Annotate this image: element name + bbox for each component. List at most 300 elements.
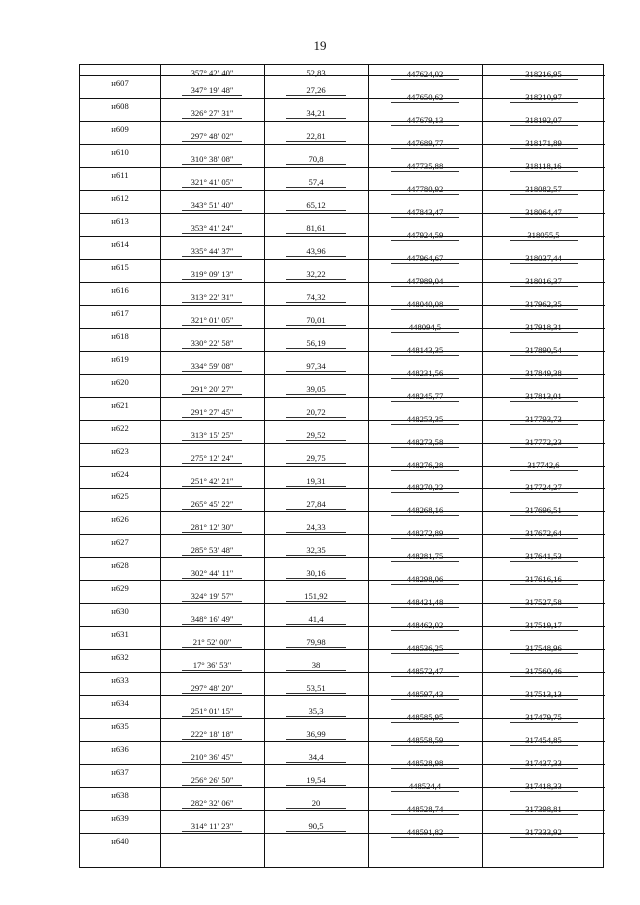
- measure-underline: [182, 279, 242, 280]
- coordinate-underline: [510, 630, 578, 631]
- coordinate-underline: [510, 309, 578, 310]
- point-name-cell: н629: [111, 583, 129, 593]
- coordinate-underline: [510, 745, 578, 746]
- measure-underline: [182, 325, 242, 326]
- coordinate-underline: [510, 240, 578, 241]
- point-name-cell: н608: [111, 101, 129, 111]
- x-coordinate-cell: 448524,4: [408, 781, 442, 791]
- point-name-cell: н628: [111, 560, 129, 570]
- coordinate-underline: [510, 194, 578, 195]
- length-cell: 32,35: [306, 545, 326, 555]
- y-coordinate-cell: 317437,33: [525, 758, 562, 768]
- coordinate-underline: [391, 240, 459, 241]
- y-coordinate-cell: 318064,47: [525, 207, 562, 217]
- angle-cell: 297° 48' 02": [190, 131, 234, 141]
- point-name-cell: н607: [111, 78, 129, 88]
- coordinate-underline: [391, 584, 459, 585]
- x-coordinate-cell: 448528,74: [406, 804, 444, 814]
- angle-cell: 285° 53' 48": [190, 545, 234, 555]
- y-coordinate-cell: 317793,73: [525, 414, 562, 424]
- point-name-cell: н619: [111, 354, 129, 364]
- coordinate-underline: [391, 332, 459, 333]
- point-name-cell: н633: [111, 675, 129, 685]
- x-coordinate-cell: 448597,43: [406, 689, 444, 699]
- angle-cell: 343° 51' 40": [190, 200, 234, 210]
- coordinate-underline: [510, 699, 578, 700]
- x-coordinate-cell: 447624,02: [406, 69, 444, 79]
- measure-underline: [286, 601, 346, 602]
- y-coordinate-cell: 317641,53: [525, 551, 562, 561]
- angle-cell: 353° 41' 24": [190, 223, 234, 233]
- measure-underline: [182, 348, 242, 349]
- measure-underline: [182, 394, 242, 395]
- measure-underline: [286, 785, 346, 786]
- coordinate-underline: [510, 607, 578, 608]
- angle-cell: 251° 42' 21": [190, 476, 234, 486]
- length-cell: 29,75: [306, 453, 326, 463]
- y-coordinate-cell: 317519,17: [525, 620, 562, 630]
- x-coordinate-cell: 447689,77: [406, 138, 444, 148]
- length-cell: 32,22: [306, 269, 326, 279]
- coordinate-underline: [391, 745, 459, 746]
- angle-cell: 347° 19' 48": [190, 85, 234, 95]
- y-coordinate-cell: 318216,95: [525, 69, 562, 79]
- measure-underline: [182, 371, 242, 372]
- point-name-cell: н610: [111, 147, 129, 157]
- measure-underline: [286, 532, 346, 533]
- coordinate-underline: [510, 263, 578, 264]
- first-angle-cell: 357° 42' 40": [190, 68, 234, 78]
- coordinate-underline: [510, 768, 578, 769]
- length-cell: 43,96: [306, 246, 326, 256]
- length-cell: 19,31: [306, 476, 326, 486]
- coordinate-underline: [510, 378, 578, 379]
- measure-underline: [182, 210, 242, 211]
- y-coordinate-cell: 317333,92: [525, 827, 562, 837]
- measure-underline: [182, 624, 242, 625]
- y-coordinate-cell: 317548,96: [525, 643, 562, 653]
- length-cell: 35,3: [308, 706, 324, 716]
- point-name-cell: н627: [111, 537, 129, 547]
- x-coordinate-cell: 448585,95: [406, 712, 444, 722]
- coordinate-underline: [391, 148, 459, 149]
- coordinate-underline: [391, 355, 459, 356]
- measure-underline: [182, 739, 242, 740]
- measure-underline: [182, 486, 242, 487]
- point-name-cell: н612: [111, 193, 129, 203]
- measure-underline: [182, 417, 242, 418]
- angle-cell: 210° 36' 45": [190, 752, 234, 762]
- point-name-cell: н636: [111, 744, 129, 754]
- length-cell: 38: [311, 660, 321, 670]
- y-coordinate-cell: 317479,75: [525, 712, 562, 722]
- length-cell: 41,4: [308, 614, 324, 624]
- x-coordinate-cell: 448536,25: [406, 643, 444, 653]
- point-name-cell: н630: [111, 606, 129, 616]
- coordinate-underline: [510, 584, 578, 585]
- point-name-cell: н611: [111, 170, 129, 180]
- measure-underline: [286, 739, 346, 740]
- x-coordinate-cell: 447780,92: [406, 184, 444, 194]
- coordinate-underline: [391, 470, 459, 471]
- measure-underline: [182, 808, 242, 809]
- point-name-cell: н626: [111, 514, 129, 524]
- coordinate-underline: [391, 125, 459, 126]
- angle-cell: 313° 22' 31": [190, 292, 234, 302]
- angle-cell: 17° 36' 53": [192, 660, 232, 670]
- length-cell: 81,61: [306, 223, 326, 233]
- measure-underline: [182, 233, 242, 234]
- measure-underline: [286, 463, 346, 464]
- measure-underline: [286, 118, 346, 119]
- measure-underline: [182, 670, 242, 671]
- point-name-cell: н637: [111, 767, 129, 777]
- angle-cell: 324° 19' 57": [190, 591, 234, 601]
- coordinate-underline: [391, 814, 459, 815]
- measure-underline: [286, 647, 346, 648]
- coordinate-underline: [510, 837, 578, 838]
- x-coordinate-cell: 447843,47: [406, 207, 444, 217]
- y-coordinate-cell: 317962,35: [525, 299, 562, 309]
- coordinate-underline: [391, 722, 459, 723]
- measure-underline: [286, 509, 346, 510]
- coordinate-underline: [510, 355, 578, 356]
- measure-underline: [182, 440, 242, 441]
- point-name-cell: н634: [111, 698, 129, 708]
- coordinate-underline: [510, 791, 578, 792]
- measure-underline: [286, 670, 346, 671]
- length-cell: 27,84: [306, 499, 326, 509]
- first-length-cell: 52,83: [306, 68, 326, 78]
- coordinate-underline: [391, 607, 459, 608]
- measure-underline: [286, 164, 346, 165]
- coordinate-underline: [391, 515, 459, 516]
- angle-cell: 297° 48' 20": [190, 683, 234, 693]
- measure-underline: [286, 302, 346, 303]
- measure-underline: [182, 555, 242, 556]
- coordinate-underline: [510, 424, 578, 425]
- angle-cell: 275° 12' 24": [190, 453, 234, 463]
- length-cell: 90,5: [308, 821, 324, 831]
- length-cell: 65,12: [306, 200, 326, 210]
- angle-cell: 319° 09' 13": [190, 269, 234, 279]
- x-coordinate-cell: 448591,82: [406, 827, 444, 837]
- measure-underline: [286, 394, 346, 395]
- coordinate-underline: [510, 125, 578, 126]
- measure-underline: [182, 118, 242, 119]
- x-coordinate-cell: 447650,62: [406, 92, 444, 102]
- y-coordinate-cell: 317398,81: [525, 804, 562, 814]
- point-name-cell: н625: [111, 491, 129, 501]
- measure-underline: [182, 785, 242, 786]
- angle-cell: 326° 27' 31": [190, 108, 234, 118]
- measure-underline: [286, 348, 346, 349]
- coordinate-underline: [510, 286, 578, 287]
- coordinate-underline: [391, 837, 459, 838]
- measure-underline: [286, 578, 346, 579]
- point-name-cell: н609: [111, 124, 129, 134]
- point-name-cell: н616: [111, 285, 129, 295]
- point-name-cell: н615: [111, 262, 129, 272]
- angle-cell: 291° 20' 27": [190, 384, 234, 394]
- y-coordinate-cell: 318016,37: [525, 276, 562, 286]
- y-coordinate-cell: 317672,64: [525, 528, 562, 538]
- angle-cell: 265° 45' 22": [190, 499, 234, 509]
- point-name-cell: н635: [111, 721, 129, 731]
- coordinate-underline: [391, 102, 459, 103]
- coordinate-underline: [510, 492, 578, 493]
- y-coordinate-cell: 317696,51: [525, 505, 562, 515]
- measure-underline: [286, 555, 346, 556]
- y-coordinate-cell: 318082,57: [525, 184, 562, 194]
- angle-cell: 21° 52' 00": [192, 637, 232, 647]
- x-coordinate-cell: 448528,98: [406, 758, 444, 768]
- measure-underline: [286, 417, 346, 418]
- measure-underline: [286, 440, 346, 441]
- measure-underline: [182, 141, 242, 142]
- x-coordinate-cell: 447989,04: [406, 276, 444, 286]
- x-coordinate-cell: 447924,59: [406, 230, 444, 240]
- coordinate-underline: [510, 171, 578, 172]
- x-coordinate-cell: 448298,06: [406, 574, 444, 584]
- y-coordinate-cell: 317724,27: [525, 482, 562, 492]
- point-name-cell: н624: [111, 469, 129, 479]
- point-name-cell: н618: [111, 331, 129, 341]
- y-coordinate-cell: 317813,01: [525, 391, 562, 401]
- point-name-cell: н621: [111, 400, 129, 410]
- x-coordinate-cell: 448273,58: [406, 437, 444, 447]
- y-coordinate-cell: 317742,6: [527, 460, 560, 470]
- x-coordinate-cell: 448558,59: [406, 735, 444, 745]
- angle-cell: 348° 16' 49": [190, 614, 234, 624]
- coordinate-underline: [391, 309, 459, 310]
- x-coordinate-cell: 447964,67: [406, 253, 444, 263]
- page-number: 19: [313, 38, 327, 53]
- measure-underline: [286, 141, 346, 142]
- measure-underline: [182, 164, 242, 165]
- point-name-cell: н640: [111, 836, 129, 846]
- measure-underline: [286, 831, 346, 832]
- coordinate-underline: [510, 148, 578, 149]
- x-coordinate-cell: 447679,13: [406, 115, 444, 125]
- coordinate-underline: [391, 768, 459, 769]
- y-coordinate-cell: 317890,54: [525, 345, 562, 355]
- length-cell: 57,4: [308, 177, 324, 187]
- measure-underline: [286, 279, 346, 280]
- coordinate-underline: [510, 653, 578, 654]
- angle-cell: 335° 44' 37": [190, 246, 234, 256]
- y-coordinate-cell: 318037,44: [525, 253, 562, 263]
- angle-cell: 251° 01' 15": [190, 706, 234, 716]
- coordinate-underline: [391, 378, 459, 379]
- y-coordinate-cell: 317616,16: [525, 574, 562, 584]
- point-name-cell: н617: [111, 308, 129, 318]
- angle-cell: 334° 59' 08": [190, 361, 234, 371]
- coordinate-underline: [391, 263, 459, 264]
- length-cell: 79,98: [306, 637, 326, 647]
- coordinate-underline: [391, 217, 459, 218]
- coordinate-underline: [510, 722, 578, 723]
- coordinate-underline: [391, 561, 459, 562]
- length-cell: 39,05: [306, 384, 326, 394]
- length-cell: 27,26: [306, 85, 326, 95]
- measure-underline: [182, 302, 242, 303]
- angle-cell: 314° 11' 23": [190, 821, 234, 831]
- point-name-cell: н632: [111, 652, 129, 662]
- point-name-cell: н622: [111, 423, 129, 433]
- measure-underline: [182, 509, 242, 510]
- measure-underline: [182, 532, 242, 533]
- measure-underline: [286, 95, 346, 96]
- y-coordinate-cell: 318118,16: [525, 161, 562, 171]
- coordinate-underline: [510, 561, 578, 562]
- coordinate-underline: [391, 194, 459, 195]
- angle-cell: 222° 18' 18": [190, 729, 234, 739]
- length-cell: 24,33: [306, 522, 326, 532]
- length-cell: 36,99: [306, 729, 326, 739]
- measure-underline: [182, 256, 242, 257]
- measure-underline: [286, 210, 346, 211]
- y-coordinate-cell: 317772,23: [525, 437, 562, 447]
- measure-underline: [182, 831, 242, 832]
- measure-underline: [286, 693, 346, 694]
- coordinate-underline: [510, 102, 578, 103]
- length-cell: 22,81: [306, 131, 326, 141]
- coordinate-underline: [510, 538, 578, 539]
- y-coordinate-cell: 318171,89: [525, 138, 562, 148]
- coordinate-underline: [391, 538, 459, 539]
- length-cell: 70,8: [308, 154, 324, 164]
- x-coordinate-cell: 448572,47: [406, 666, 444, 676]
- length-cell: 56,19: [306, 338, 326, 348]
- y-coordinate-cell: 317454,85: [525, 735, 562, 745]
- measure-underline: [286, 371, 346, 372]
- angle-cell: 302° 44' 11": [190, 568, 234, 578]
- coordinate-underline: [510, 676, 578, 677]
- x-coordinate-cell: 448270,22: [406, 482, 444, 492]
- coordinate-underline: [510, 515, 578, 516]
- measure-underline: [182, 762, 242, 763]
- coordinate-underline: [391, 424, 459, 425]
- coordinate-underline: [510, 401, 578, 402]
- x-coordinate-cell: 448276,28: [406, 460, 444, 470]
- length-cell: 151,92: [304, 591, 328, 601]
- length-cell: 30,16: [306, 568, 326, 578]
- point-name-cell: н620: [111, 377, 129, 387]
- x-coordinate-cell: 448231,56: [406, 368, 444, 378]
- coordinate-underline: [391, 447, 459, 448]
- x-coordinate-cell: 448421,48: [406, 597, 444, 607]
- point-name-cell: н639: [111, 813, 129, 823]
- coordinate-underline: [391, 492, 459, 493]
- y-coordinate-cell: 318210,97: [525, 92, 562, 102]
- x-coordinate-cell: 448462,02: [406, 620, 444, 630]
- coordinate-underline: [510, 447, 578, 448]
- length-cell: 20: [311, 798, 321, 808]
- y-coordinate-cell: 317918,31: [525, 322, 562, 332]
- y-coordinate-cell: 317513,13: [525, 689, 562, 699]
- measure-underline: [182, 578, 242, 579]
- coordinate-underline: [391, 653, 459, 654]
- coordinate-underline: [391, 286, 459, 287]
- coordinates-table: [79, 64, 604, 868]
- coordinate-underline: [391, 699, 459, 700]
- length-cell: 97,34: [306, 361, 326, 371]
- coordinate-underline: [391, 630, 459, 631]
- angle-cell: 330° 22' 58": [190, 338, 234, 348]
- x-coordinate-cell: 448245,77: [406, 391, 444, 401]
- x-coordinate-cell: 448281,75: [406, 551, 444, 561]
- angle-cell: 321° 41' 05": [190, 177, 234, 187]
- length-cell: 19,54: [306, 775, 326, 785]
- coordinate-underline: [391, 791, 459, 792]
- x-coordinate-cell: 448040,08: [406, 299, 444, 309]
- y-coordinate-cell: 318055,5: [527, 230, 560, 240]
- coordinate-underline: [391, 401, 459, 402]
- length-cell: 53,51: [306, 683, 326, 693]
- x-coordinate-cell: 448268,16: [406, 505, 444, 515]
- coordinate-underline: [510, 332, 578, 333]
- measure-underline: [286, 624, 346, 625]
- angle-cell: 321° 01' 05": [190, 315, 234, 325]
- angle-cell: 282° 32' 06": [190, 798, 234, 808]
- coordinate-underline: [510, 79, 578, 80]
- point-name-cell: н614: [111, 239, 129, 249]
- measure-underline: [286, 486, 346, 487]
- measure-underline: [286, 256, 346, 257]
- coordinate-underline: [391, 171, 459, 172]
- x-coordinate-cell: 448272,89: [406, 528, 444, 538]
- angle-cell: 313° 15' 25": [190, 430, 234, 440]
- measure-underline: [286, 325, 346, 326]
- y-coordinate-cell: 317560,46: [525, 666, 562, 676]
- angle-cell: 256° 26' 50": [190, 775, 234, 785]
- coordinate-underline: [391, 79, 459, 80]
- coordinate-underline: [510, 470, 578, 471]
- measure-underline: [182, 716, 242, 717]
- length-cell: 20,72: [306, 407, 326, 417]
- coordinate-underline: [391, 676, 459, 677]
- y-coordinate-cell: 317418,33: [525, 781, 562, 791]
- measure-underline: [286, 233, 346, 234]
- coordinate-underline: [510, 217, 578, 218]
- measure-underline: [286, 762, 346, 763]
- length-cell: 34,21: [306, 108, 326, 118]
- measure-underline: [182, 187, 242, 188]
- point-name-cell: н638: [111, 790, 129, 800]
- point-name-cell: н631: [111, 629, 129, 639]
- measure-underline: [182, 647, 242, 648]
- angle-cell: 310° 38' 08": [190, 154, 234, 164]
- point-name-cell: н623: [111, 446, 129, 456]
- length-cell: 29,52: [306, 430, 326, 440]
- length-cell: 34,4: [308, 752, 324, 762]
- length-cell: 74,32: [306, 292, 326, 302]
- angle-cell: 281° 12' 30": [190, 522, 234, 532]
- measure-underline: [182, 463, 242, 464]
- measure-underline: [182, 601, 242, 602]
- measure-underline: [286, 187, 346, 188]
- x-coordinate-cell: 448094,5: [408, 322, 442, 332]
- length-cell: 70,01: [306, 315, 326, 325]
- x-coordinate-cell: 448143,35: [406, 345, 444, 355]
- x-coordinate-cell: 447735,88: [406, 161, 444, 171]
- angle-cell: 291° 27' 45": [190, 407, 234, 417]
- x-coordinate-cell: 448253,35: [406, 414, 444, 424]
- point-name-cell: н613: [111, 216, 129, 226]
- y-coordinate-cell: 317849,38: [525, 368, 562, 378]
- coordinate-underline: [510, 814, 578, 815]
